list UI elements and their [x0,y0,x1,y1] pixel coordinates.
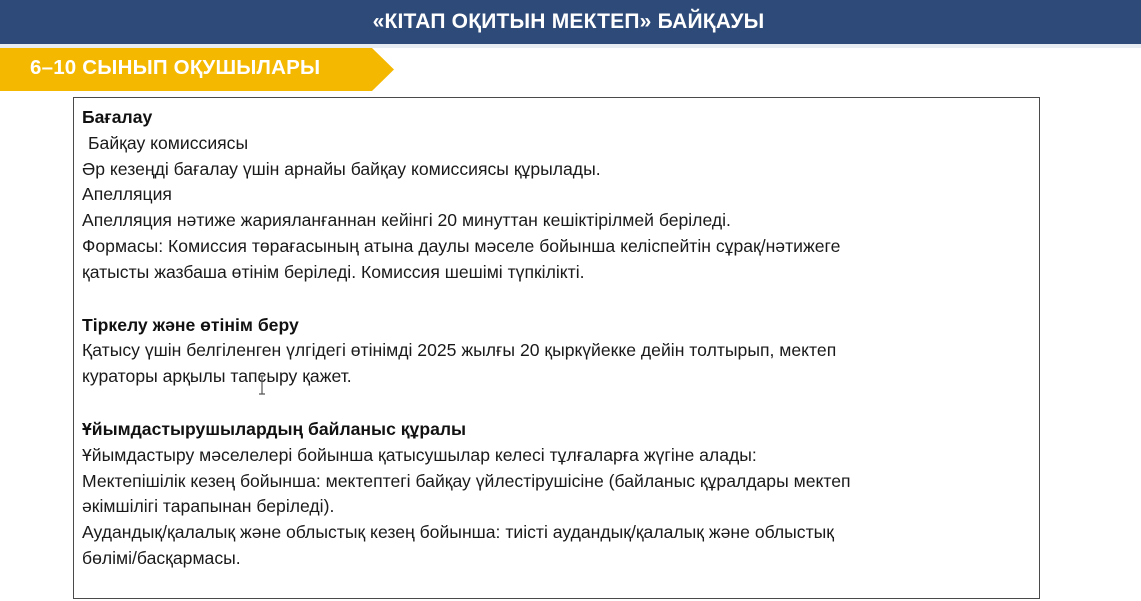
registration-line-1: Қатысу үшін белгіленген үлгідегі өтінімді 2025 жылғы 20 қыркүйекке дейін толтырып, мектеп [82,340,837,361]
commission-text: Әр кезеңді бағалау үшін арнайы байқау комиссиясы құрылады. [82,158,601,179]
appeal-label: Апелляция [82,184,172,205]
info-content [82,105,1032,572]
evaluation-heading: Бағалау [82,107,153,127]
badge-label: 6–10 СЫНЫП ОҚУШЫЛАРЫ [30,56,321,79]
form-line-2: қатысты жазбаша өтінім беріледі. Комиссия шешімі түпкілікті. [82,261,585,282]
page-title: «КІТАП ОҚИТЫН МЕКТЕП» БАЙҚАУЫ [372,10,765,33]
registration-line-2: кураторы арқылы тапсыру қажет. [82,366,352,387]
text-cursor-icon [257,375,267,395]
appeal-text: Апелляция нәтиже жарияланғаннан кейінгі 20 минуттан кешіктірілмей беріледі. [82,210,731,231]
section-gap [82,390,1032,417]
contacts-heading: Ұйымдастырушылардың байланыс құралы [82,418,467,439]
contacts-line-4: Аудандық/қалалық және облыстық кезең бойынша: тиісті аудандық/қалалық және облыстық [82,522,834,543]
registration-heading: Тіркелу және өтінім беру [82,314,299,335]
header-bar [0,0,1141,44]
grade-badge [0,48,400,91]
contacts-line-1: Ұйымдастыру мәселелері бойынша қатысушылар келесі тұлғаларға жүгіне алады: [82,444,757,465]
contacts-line-5: бөлімі/басқармасы. [82,547,241,568]
contacts-line-3: әкімшілігі тарапынан беріледі). [82,496,335,517]
commission-label: Байқау комиссиясы [88,132,249,153]
contacts-line-2: Мектепішілік кезең бойынша: мектептегі байқау үйлестірушісіне (байланыс құралдары мектеп [82,470,851,491]
info-box [73,97,1040,599]
section-gap [82,286,1032,313]
form-line-1: Формасы: Комиссия төрағасының атына даулы мәселе бойынша келіспейтін сұрақ/нәтижеге [82,235,841,256]
